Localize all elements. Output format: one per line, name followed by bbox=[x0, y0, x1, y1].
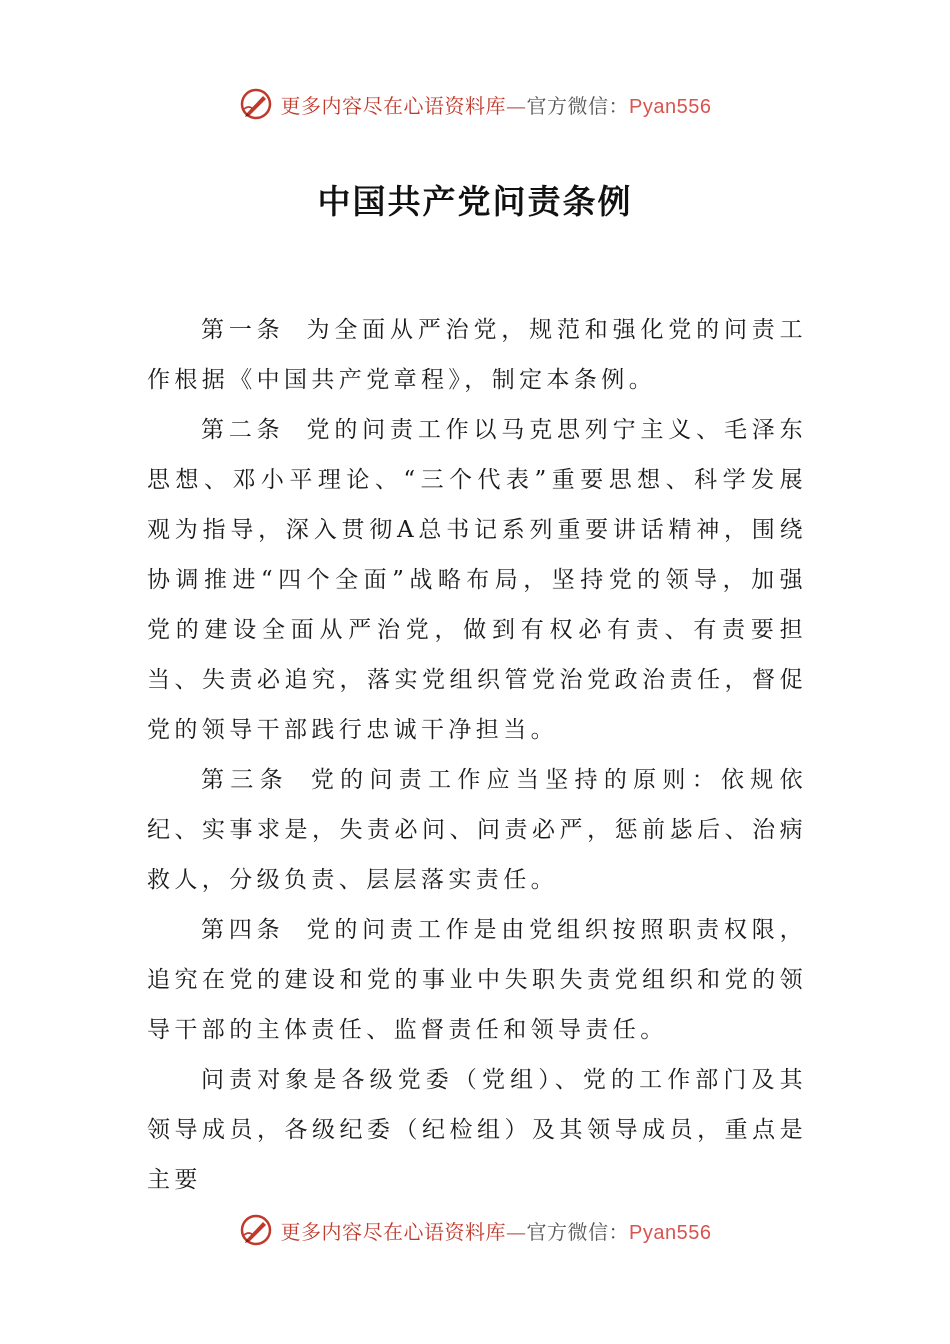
watermark-text bbox=[281, 1216, 712, 1245]
article-text: 问责对象是各级党委（党组）、党的工作部门及其领导成员，各级纪委（纪检组）及其领导成员，重点是主要 bbox=[147, 1067, 807, 1193]
document-body bbox=[147, 305, 807, 1205]
continuation-paragraph bbox=[147, 1055, 807, 1205]
watermark-dash: — bbox=[506, 1219, 527, 1244]
article-text: 党的问责工作应当坚持的原则：依规依纪、实事求是，失责必问、问责必严，惩前毖后、治病救人，分级负责、层层落实责任。 bbox=[147, 767, 807, 893]
article-paragraph bbox=[147, 405, 807, 755]
article-number: 第四条 bbox=[201, 917, 285, 943]
pen-logo-icon bbox=[239, 1213, 273, 1247]
article-number: 第一条 bbox=[201, 317, 285, 343]
article-text: 党的问责工作是由党组织按照职责权限，追究在党的建设和党的事业中失职失责党组织和党的领导干部的主体责任、监督责任和领导责任。 bbox=[147, 917, 808, 1043]
article-text: 为全面从严治党，规范和强化党的问责工作根据《中国共产党章程》，制定本条例。 bbox=[147, 317, 808, 393]
watermark-footer bbox=[0, 1210, 950, 1250]
article-paragraph bbox=[147, 305, 807, 405]
article-number: 第二条 bbox=[201, 417, 285, 443]
watermark-id: Pyan556 bbox=[629, 1221, 712, 1244]
article-paragraph bbox=[147, 905, 807, 1055]
watermark-official: 官方微信： bbox=[526, 1219, 630, 1244]
article-text: 党的问责工作以马克思列宁主义、毛泽东思想、邓小平理论、“三个代表”重要思想、科学发展观为指导，深入贯彻A总书记系列重要讲话精神，围绕协调推进“四个全面”战略布局，坚持党的领导，加强党的建设全面从严治党，做到有权必有责、有责要担当、失责必追究，落实党组织管党治党政治责任，督促党的领导干部践行忠诚干净担当。 bbox=[147, 417, 808, 743]
watermark-id: Pyan556 bbox=[629, 95, 712, 118]
watermark-dash: — bbox=[506, 93, 527, 118]
watermark-official: 官方微信： bbox=[526, 93, 630, 118]
article-paragraph bbox=[147, 755, 807, 905]
watermark-header bbox=[0, 84, 950, 124]
pen-logo-icon bbox=[239, 87, 273, 121]
watermark-text bbox=[281, 90, 712, 119]
watermark-brand: 更多内容尽在心语资料库 bbox=[280, 93, 507, 118]
watermark-brand: 更多内容尽在心语资料库 bbox=[280, 1219, 507, 1244]
article-number: 第三条 bbox=[201, 767, 289, 793]
document-title: 中国共产党问责条例 bbox=[317, 182, 633, 221]
